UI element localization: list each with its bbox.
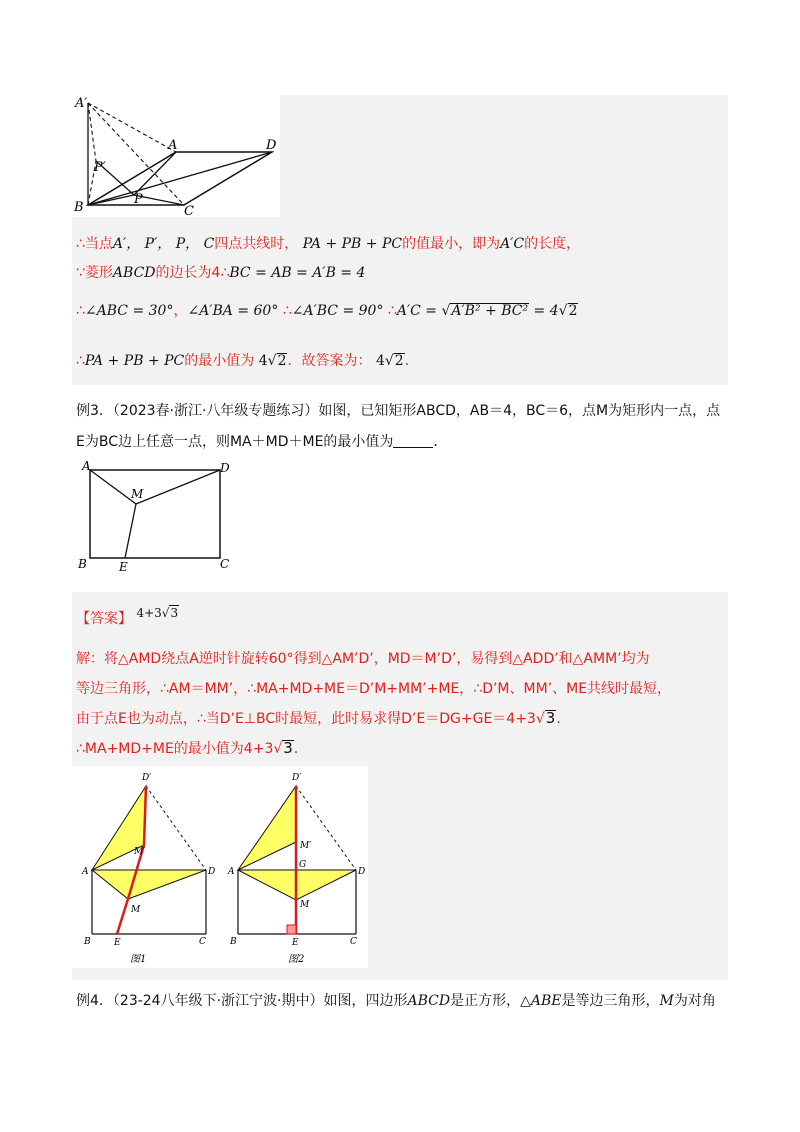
label-e: E (292, 938, 299, 948)
label-c: C (199, 937, 206, 947)
figure-background (72, 95, 280, 217)
label-p-prime: P′ (94, 160, 106, 175)
solution-line-3: ∴∠ABC = 30°，∠A′BA = 60° ∴∠A′BC = 90° ∴A′C = √A′B² + BC² = 4√2 (76, 303, 578, 319)
right-angle-mark (287, 925, 296, 934)
label-c: C (350, 937, 357, 947)
caption-fig1: 图1 (130, 954, 147, 965)
segment-dm (136, 470, 220, 504)
label-e: E (114, 938, 121, 948)
answer-solution-2: 等边三角形，∴AM＝MM’，∴MA+MD+ME＝D’M+MM’+ME，∴D’M、MM’、ME共线时最短， (76, 681, 672, 697)
rhombus-figure (72, 95, 280, 217)
label-b: B (230, 937, 237, 947)
example-3-line-2: E为BC边上任意一点，则MA＋MD＋ME的最小值为 ． (76, 434, 448, 450)
label-g: G (299, 860, 307, 870)
answer-line: 【答案】 4+3√3 (76, 606, 179, 627)
label-m-prime: M′ (300, 841, 312, 851)
label-m-prime: M′ (134, 847, 146, 857)
answer-solution-1: 解：将△AMD绕点A逆时针旋转60°得到△AM’D’，MD＝M’D’，易得到△ADD’和△AMM’均为 (76, 651, 650, 667)
answer-blank (393, 433, 433, 448)
segment-me (125, 504, 136, 558)
label-m: M (131, 487, 144, 501)
segment-am (90, 470, 136, 504)
rotation-figures (72, 766, 368, 968)
label-d-prime: D′ (292, 773, 302, 783)
label-d: D (266, 138, 277, 153)
label-m: M (300, 900, 310, 910)
label-a: A (168, 138, 178, 153)
answer-solution-4: ∴MA+MD+ME的最小值为4+3√3． (76, 739, 308, 757)
label-c: C (220, 557, 230, 571)
label-d: D (208, 867, 216, 877)
label-m: M (131, 905, 141, 915)
label-a: A (82, 459, 91, 473)
label-e: E (119, 560, 128, 574)
label-d: D (358, 867, 366, 877)
label-a: A (228, 867, 235, 877)
rectangle-abcd (90, 470, 220, 558)
label-d: D (220, 461, 230, 475)
label-a: A (82, 867, 89, 877)
example-3-line-1: 例3．（2023春·浙江·八年级专题练习）如图，已知矩形ABCD，AB＝4，BC＝6，点M为矩形内一点，点 (76, 403, 721, 419)
solution-line-4: ∴PA + PB + PC的最小值为 4√2．故答案为： 4√2． (76, 353, 419, 369)
rectangle-figure (72, 458, 242, 578)
answer-tag: 【答案】 (76, 611, 132, 627)
caption-fig2: 图2 (288, 954, 305, 965)
label-c: C (184, 204, 194, 217)
example-4-line-1: 例4．（23-24八年级下·浙江宁波·期中）如图，四边形ABCD是正方形，△ABE是等边三角形，M为对角 (76, 993, 716, 1009)
label-b: B (84, 937, 91, 947)
solution-line-1: ∴当点A′， P′， P， C四点共线时， PA + PB + PC的值最小，即为A′C的长度， (76, 236, 581, 252)
label-a-prime: A′ (75, 96, 88, 111)
label-b: B (74, 200, 84, 215)
answer-solution-3: 由于点E也为动点，∴当D’E⊥BC时最短，此时易求得D’E＝DG+GE＝4+3√3． (76, 709, 571, 727)
solution-line-2: ∵菱形ABCD的边长为4∴BC = AB = A′B = 4 (76, 265, 366, 281)
label-p: P (134, 192, 143, 207)
label-d-prime: D′ (142, 773, 152, 783)
label-b: B (78, 557, 87, 571)
